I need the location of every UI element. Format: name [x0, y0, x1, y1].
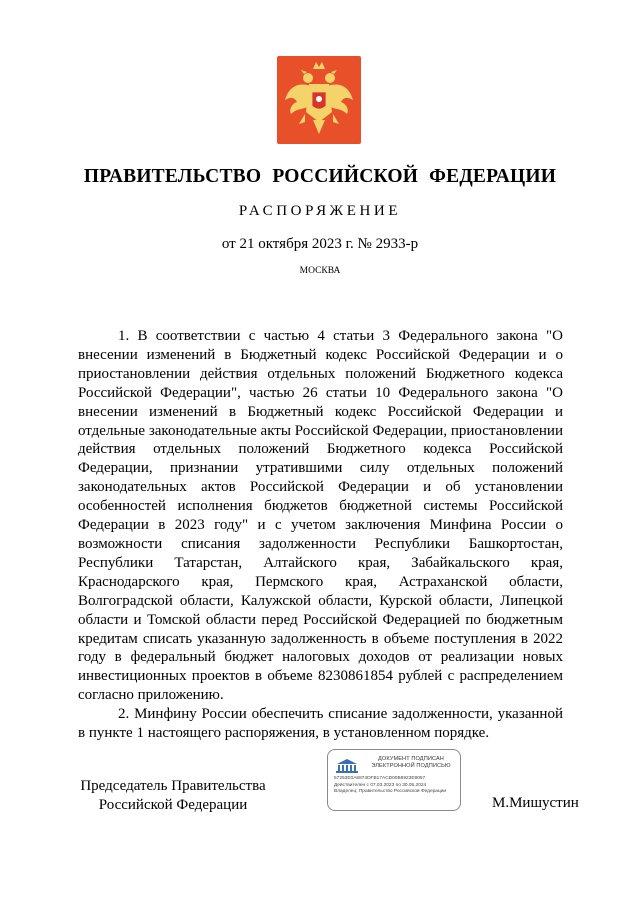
- signatory-role-line-1: Председатель Правительства: [80, 778, 266, 794]
- government-building-icon: [334, 758, 360, 774]
- paragraph-1: 1. В соответствии с частью 4 статьи 3 Федерального закона "О внесении изменений в Бюджетный кодекс Российской Федерации и о приостановлении действия отдельных положений Бюджетного кодекса Российской Федерации", частью 26 статьи 10 Федерального закона "О внесении изменений в Бюджетный кодекс Российской Федерации и отдельные законодательные акты Российской Федерации, приостановлении действия отдельных положений Бюджетного кодекса Российской Федерации, признании утратившими силу отдельных положений законодательных актов Российской Федерации и об установлении особенностей исполнения бюджетов бюджетной системы Российской Федерации в 2023 году" и с учетом заключения Минфина России о возможности списания задолженности Республики Башкортостан, Республики Татарстан, Алтайского края, Забайкальского края, Краснодарского края, Пермского края, Астраханской области, Волгоградской области, Калужской области, Курской области, Липецкой области и Томской области перед Российской Федерацией по бюджетным кредитам списать указанную задолженность в объеме поступления в 2022 году в федеральный бюджет налоговых доходов от реализации новых инвестиционных проектов в объеме 8230861854 рублей с распределением согласно приложению.: [78, 328, 563, 704]
- signatory-role: [78, 777, 268, 815]
- paragraph-2: 2. Минфину России обеспечить списание задолженности, указанной в пункте 1 настоящего распоряжения, в установленном порядке.: [78, 706, 563, 742]
- stamp-certificate: 57253E0A6874DFB17ACD00B8923E9057: [334, 776, 426, 781]
- coat-of-arms-emblem: [277, 56, 361, 144]
- stamp-title-line-1: ДОКУМЕНТ ПОДПИСАН: [378, 756, 444, 762]
- coat-of-arms-russia-icon: [277, 56, 361, 144]
- signatory-role-line-2: Российской Федерации: [98, 797, 248, 813]
- document-date-number: от 21 октября 2023 г. № 2933-р: [221, 236, 419, 252]
- stamp-owner: Владелец: Правительство Российской Федерации: [334, 789, 447, 794]
- stamp-validity: Действителен с 07.03.2023 по 30.05.2024: [334, 783, 427, 788]
- document-body: [78, 327, 563, 743]
- stamp-title-line-2: ЭЛЕКТРОННОЙ ПОДПИСЬЮ: [371, 763, 451, 769]
- government-title: ПРАВИТЕЛЬСТВО РОССИЙСКОЙ ФЕДЕРАЦИИ: [83, 166, 557, 187]
- document-type: РАСПОРЯЖЕНИЕ: [238, 203, 402, 219]
- stamp-title: [364, 756, 458, 770]
- electronic-signature-stamp: [327, 749, 461, 811]
- signatory-name: М.Мишустин: [492, 795, 579, 811]
- document-place: МОСКВА: [299, 266, 341, 276]
